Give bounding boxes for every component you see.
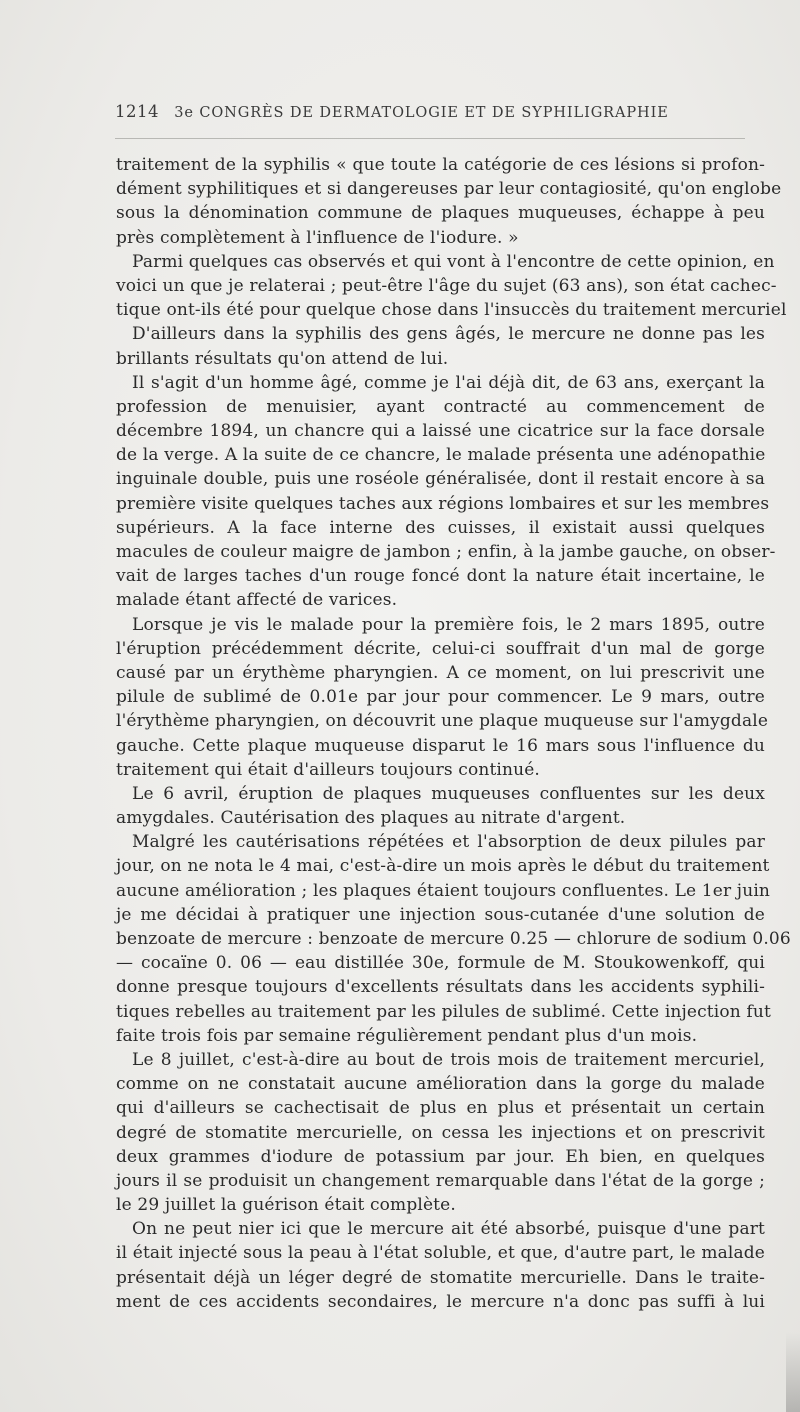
text-line: je me décidai à pratiquer une injection sous-cutanée d'une solution de [116, 904, 765, 925]
text-line: vait de larges taches d'un rouge foncé dont la nature était incertaine, le [116, 566, 765, 587]
header-rule [115, 138, 745, 139]
text-line: brillants résultats qu'on attend de lui. [116, 348, 449, 369]
text-line: Lorsque je vis le malade pour la première fois, le 2 mars 1895, outre [132, 614, 765, 635]
text-line: comme on ne constatait aucune amélioration dans la gorge du malade [116, 1074, 765, 1095]
text-line: deux grammes d'iodure de potassium par jour. Eh bien, en quelques [116, 1146, 765, 1167]
text-line: — cocaïne 0. 06 — eau distillée 30e, formule de M. Stoukowenkoff, qui [116, 953, 765, 974]
text-line: jour, on ne nota le 4 mai, c'est-à-dire un mois après le début du traitement [116, 856, 770, 877]
text-line: traitement de la syphilis « que toute la catégorie de ces lésions si profon- [116, 155, 765, 175]
text-line: profession de menuisier, ayant contracté au commencement de [116, 396, 765, 417]
text-line: amygdales. Cautérisation des plaques au nitrate d'argent. [116, 808, 626, 829]
text-line: donne presque toujours d'excellents résultats dans les accidents syphili- [116, 977, 765, 998]
text-line: degré de stomatite mercurielle, on cessa les injections et on prescrivit [116, 1122, 765, 1143]
text-line: faite trois fois par semaine régulièrement pendant plus d'un mois. [116, 1025, 698, 1046]
text-line: sous la dénomination commune de plaques muqueuses, échappe à peu [116, 203, 765, 224]
text-line: tique ont-ils été pour quelque chose dans l'insuccès du traitement mercuriel [116, 300, 787, 321]
text-line: On ne peut nier ici que le mercure ait été absorbé, puisque d'une part [132, 1219, 765, 1240]
text-line: voici un que je relaterai ; peut-être l'âge du sujet (63 ans), son état cachec- [116, 275, 777, 296]
text-line: jours il se produisit un changement remarquable dans l'état de la gorge ; [116, 1170, 765, 1191]
page-number: 1214 [115, 102, 159, 121]
text-line: première visite quelques taches aux régions lombaires et sur les membres [116, 493, 770, 514]
text-line: Malgré les cautérisations répétées et l'absorption de deux pilules par [132, 832, 765, 853]
page-edge-shadow [786, 1332, 800, 1412]
text-line: traitement qui était d'ailleurs toujours continué. [116, 759, 540, 780]
text-line: près complètement à l'influence de l'iodure. » [116, 227, 519, 248]
body-text [116, 153, 791, 1314]
text-line: supérieurs. A la face interne des cuisses, il existait aussi quelques [116, 517, 765, 538]
text-line: causé par un érythème pharyngien. A ce moment, on lui prescrivit une [116, 662, 765, 683]
text-line: décembre 1894, un chancre qui a laissé une cicatrice sur la face dorsale [116, 421, 765, 442]
text-line: inguinale double, puis une roséole généralisée, dont il restait encore à sa [116, 469, 765, 490]
text-line: pilule de sublimé de 0.01e par jour pour commencer. Le 9 mars, outre [116, 687, 765, 708]
text-line: D'ailleurs dans la syphilis des gens âgés, le mercure ne donne pas les [132, 324, 765, 345]
text-line: présentait déjà un léger degré de stomatite mercurielle. Dans le traite- [116, 1267, 765, 1288]
text-line: aucune amélioration ; les plaques étaient toujours confluentes. Le 1er juin [116, 880, 771, 901]
text-line: qui d'ailleurs se cachectisait de plus en plus et présentait un certain [116, 1098, 765, 1119]
text-line: il était injecté sous la peau à l'état soluble, et que, d'autre part, le malade [116, 1243, 765, 1264]
text-line: tiques rebelles au traitement par les pilules de sublimé. Cette injection fut [116, 1001, 771, 1022]
running-title: 3e CONGRÈS DE DERMATOLOGIE ET DE SYPHILIGRAPHIE [174, 105, 669, 121]
text-line: ment de ces accidents secondaires, le mercure n'a donc pas suffi à lui [116, 1291, 765, 1312]
text-line: macules de couleur maigre de jambon ; enfin, à la jambe gauche, on obser- [116, 542, 776, 562]
text-line: malade étant affecté de varices. [116, 590, 398, 611]
text-line: Le 6 avril, éruption de plaques muqueuses confluentes sur les deux [132, 783, 765, 804]
text-line: dément syphilitiques et si dangereuses par leur contagiosité, qu'on englobe [116, 179, 782, 200]
text-line: Le 8 juillet, c'est-à-dire au bout de trois mois de traitement mercuriel, [132, 1049, 765, 1070]
page-header [115, 102, 740, 130]
text-line: Parmi quelques cas observés et qui vont à l'encontre de cette opinion, en [132, 251, 775, 272]
text-line: Il s'agit d'un homme âgé, comme je l'ai déjà dit, de 63 ans, exerçant la [132, 372, 765, 393]
text-line: de la verge. A la suite de ce chancre, le malade présenta une adénopathie [116, 445, 766, 466]
text-line: l'érythème pharyngien, on découvrit une plaque muqueuse sur l'amygdale [116, 711, 769, 732]
text-line: l'éruption précédemment décrite, celui-ci souffrait d'un mal de gorge [116, 638, 765, 659]
text-line: gauche. Cette plaque muqueuse disparut le 16 mars sous l'influence du [116, 735, 765, 756]
text-line: benzoate de mercure : benzoate de mercure 0.25 — chlorure de sodium 0.06 [116, 929, 791, 949]
text-line: le 29 juillet la guérison était complète. [116, 1195, 456, 1216]
